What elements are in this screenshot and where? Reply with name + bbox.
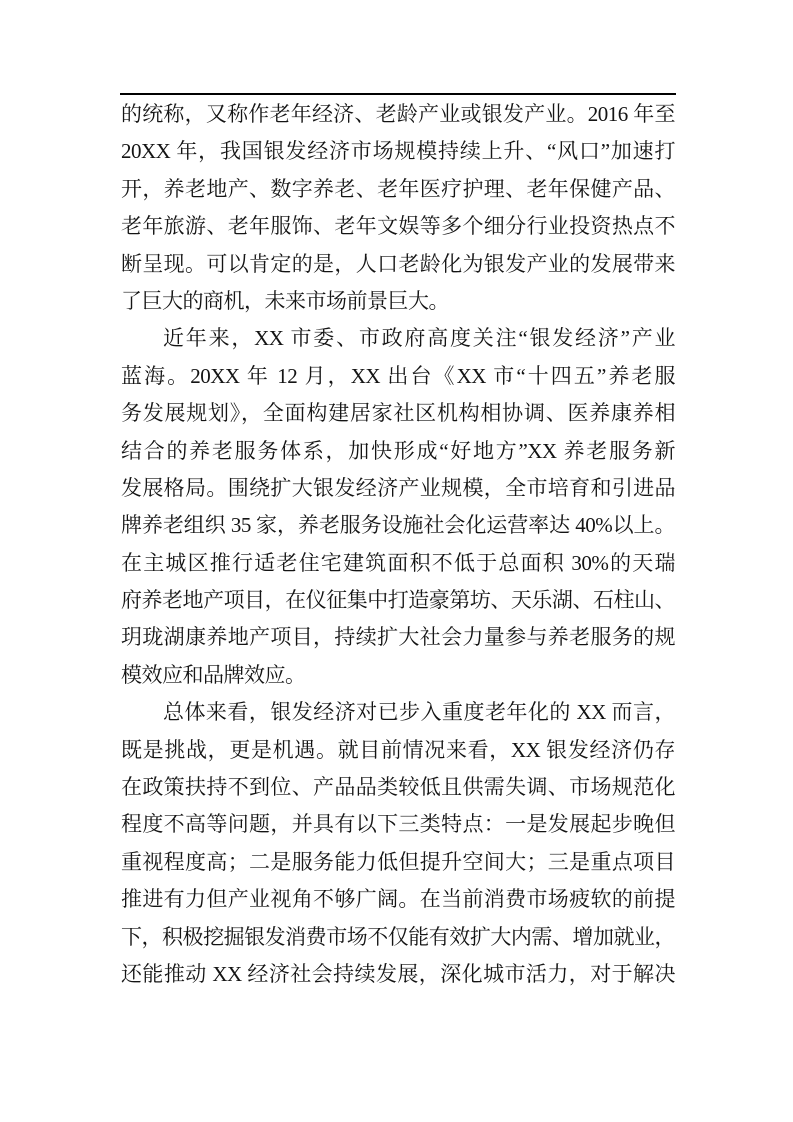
text-line: 了巨大的商机，未来市场前景巨大。 xyxy=(121,288,449,313)
text-line: 牌养老组织 35 家，养老服务设施社会化运营率达 40%以上。 xyxy=(121,513,675,538)
text-line: 还能推动 XX 经济社会持续发展，深化城市活力，对于解决 xyxy=(121,961,675,986)
text-line: 模效应和品牌效应。 xyxy=(121,662,306,687)
text-line: 既是挑战，更是机遇。就目前情况来看，XX 银发经济仍存 xyxy=(121,737,675,762)
header-rule xyxy=(120,93,676,95)
text-line: 发展格局。围绕扩大银发经济产业规模，全市培育和引进品 xyxy=(121,475,675,500)
text-line: 重视程度高；二是服务能力低但提升空间大；三是重点项目 xyxy=(121,849,675,874)
text-line: 老年旅游、老年服饰、老年文娱等多个细分行业投资热点不 xyxy=(121,214,675,239)
text-line: 的统称，又称作老年经济、老龄产业或银发产业。2016 年至 xyxy=(121,102,675,126)
text-line: 在政策扶持不到位、产品品类较低且供需失调、市场规范化 xyxy=(121,775,675,800)
text-line: 程度不高等问题，并具有以下三类特点：一是发展起步晚但 xyxy=(121,812,675,837)
paragraph xyxy=(121,694,675,993)
paragraph xyxy=(121,96,675,320)
text-line: 结合的养老服务体系，加快形成“好地方”XX 养老服务新 xyxy=(121,438,675,463)
paragraph xyxy=(121,320,675,694)
text-line: 府养老地产项目，在仪征集中打造豪第坊、天乐湖、石柱山、 xyxy=(121,588,675,613)
text-line: 开，养老地产、数字养老、老年医疗护理、老年保健产品、 xyxy=(121,176,675,201)
text-line: 在主城区推行适老住宅建筑面积不低于总面积 30%的天瑞 xyxy=(121,550,675,575)
text-line: 近年来，XX 市委、市政府高度关注“银发经济”产业 xyxy=(163,326,675,351)
document-body xyxy=(121,96,675,993)
text-line: 20XX 年，我国银发经济市场规模持续上升、“风口”加速打 xyxy=(121,139,675,164)
text-line: 下，积极挖掘银发消费市场不仅能有效扩大内需、增加就业， xyxy=(121,924,675,949)
text-line: 推进有力但产业视角不够广阔。在当前消费市场疲软的前提 xyxy=(121,887,675,912)
text-line: 务发展规划》，全面构建居家社区机构相协调、医养康养相 xyxy=(121,401,675,426)
text-line: 断呈现。可以肯定的是，人口老龄化为银发产业的发展带来 xyxy=(121,251,675,276)
text-line: 玥珑湖康养地产项目，持续扩大社会力量参与养老服务的规 xyxy=(121,625,675,650)
text-line: 蓝海。20XX 年 12 月，XX 出台《XX 市“十四五”养老服 xyxy=(121,363,675,388)
text-line: 总体来看，银发经济对已步入重度老年化的 XX 而言， xyxy=(163,700,675,725)
